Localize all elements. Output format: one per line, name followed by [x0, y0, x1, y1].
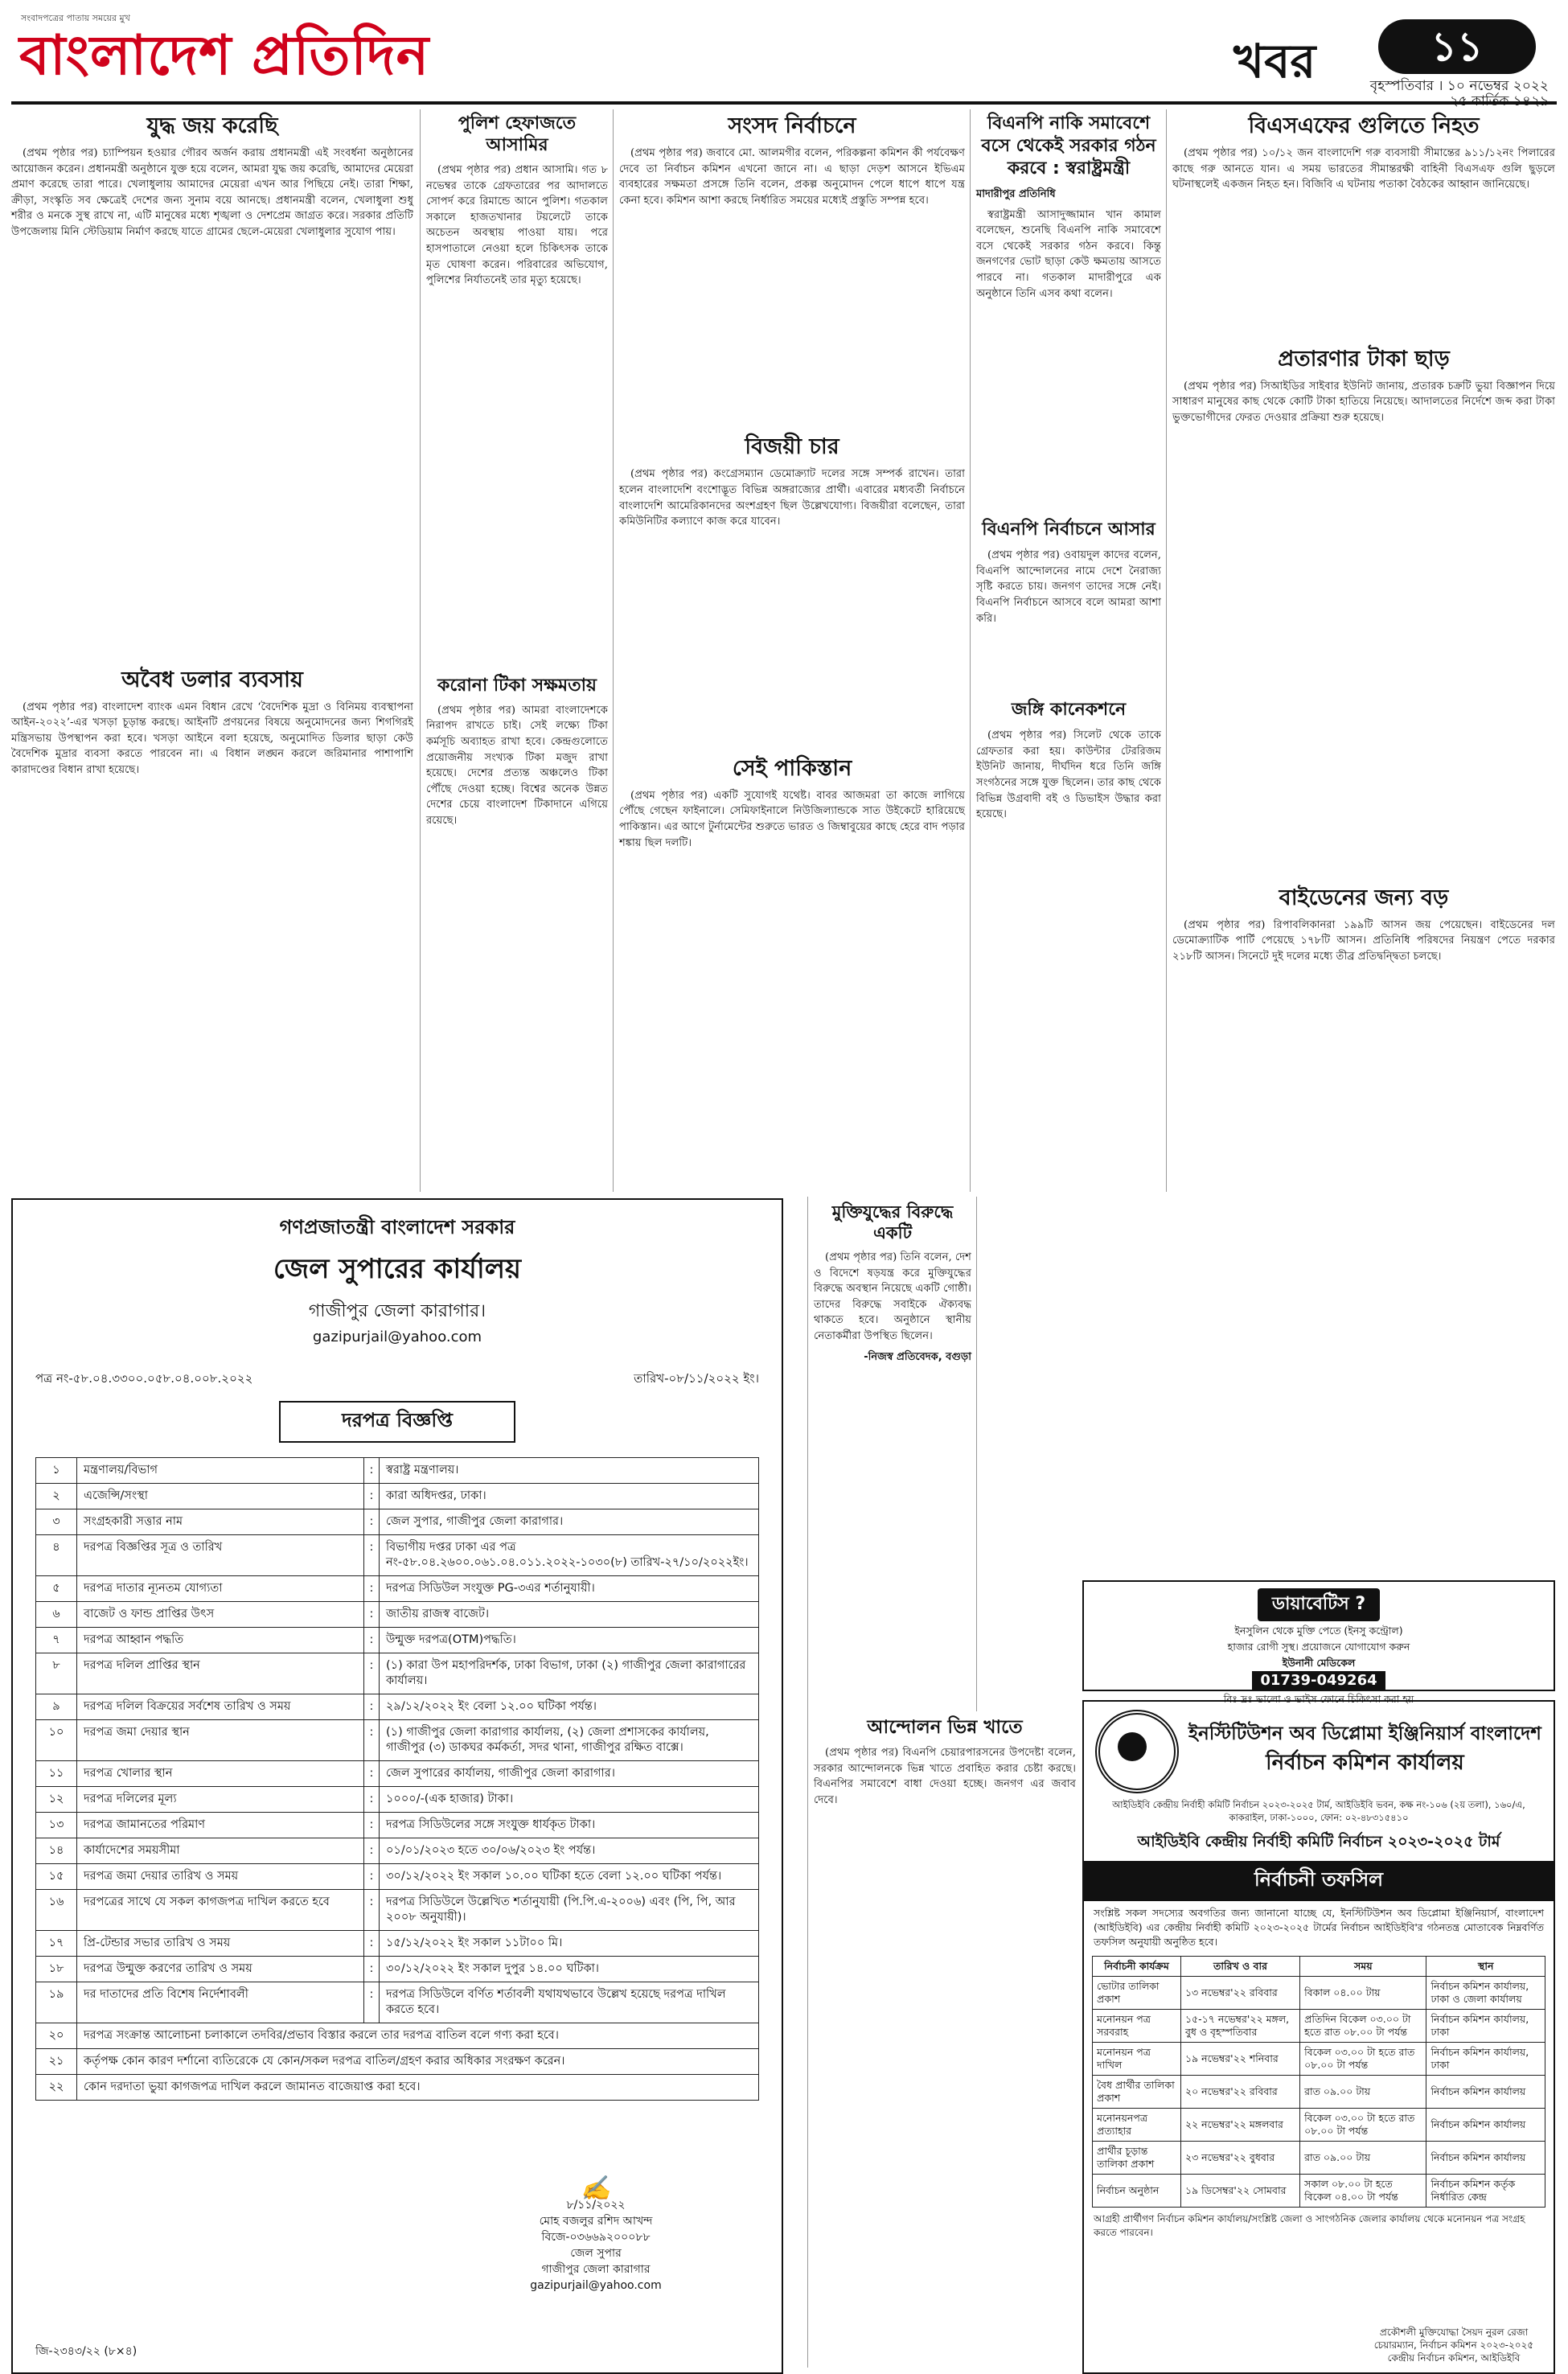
headline-bnp-rally: বিএনপি নাকি সমাবেশে বসে থেকেই সরকার গঠন করবে : স্বরাষ্ট্রমন্ত্রী — [981, 113, 1156, 179]
tender-row-label: দরপত্র দলিল বিক্রয়ের সর্বশেষ তারিখ ও সময় — [77, 1694, 364, 1720]
tender-row-number: ১৩ — [36, 1813, 77, 1838]
tender-row — [36, 1864, 759, 1890]
tender-row-value: ১৫/১২/২০২২ ইং সকাল ১১টা০০ মি। — [380, 1931, 759, 1957]
tender-table — [35, 1457, 759, 2101]
schedule-cell: মনোনয়ন পত্র দাখিল — [1093, 2043, 1181, 2076]
headline-that-pakistan: সেই পাকিস্তান — [732, 755, 852, 781]
schedule-header: স্থান — [1426, 1957, 1545, 1977]
tender-date: তারিখ-০৮/১১/২০২২ ইং। — [634, 1371, 759, 1386]
tender-row-label: দরপত্র জামানতের পরিমাণ — [77, 1813, 364, 1838]
tender-ref-row — [35, 1370, 759, 1390]
tender-row-colon: : — [364, 1864, 380, 1890]
schedule-cell: প্রতিদিন বিকেল ০৩.০০ টা হতে রাত ০৮.০০ টা পর্যন্ত — [1300, 2010, 1426, 2043]
logo-text: বাংলাদেশ প্রতিদিন — [19, 24, 430, 88]
column-4 — [976, 109, 1161, 1192]
tender-row-label: মন্ত্রণালয়/বিভাগ — [77, 1458, 364, 1484]
tender-row-value: (১) গাজীপুর জেলা কারাগার কার্যালয়, (২) জেলা প্রশাসকের কার্যালয়, গাজীপুর (৩) ডাকঘর কর্মকর্তা, সদর থানা, গাজীপুর রক্ষিত বাক্সে। — [380, 1720, 759, 1761]
headline-bnp-election: বিএনপি নির্বাচনে আসার — [982, 520, 1155, 540]
tender-row-value: দরপত্র সিডিউল সংযুক্ত PG-৩এর শর্তানুযায়ী। — [380, 1576, 759, 1602]
tender-row-colon: : — [364, 1628, 380, 1653]
schedule-cell: রাত ০৯.০০ টায় — [1300, 2076, 1426, 2109]
schedule-cell: ২২ নভেম্বর'২২ মঙ্গলবার — [1180, 2109, 1299, 2142]
tender-row-number: ২২ — [36, 2075, 77, 2101]
tender-signer-title: জেল সুপার — [570, 2247, 622, 2260]
logo-tagline: সংবাদপত্রের পাতায় সময়ের মুখ — [21, 13, 130, 23]
tender-title: দরপত্র বিজ্ঞপ্তি — [279, 1401, 515, 1443]
tender-row-label: কার্যাদেশের সময়সীমা — [77, 1838, 364, 1864]
tender-row-number: ৮ — [36, 1653, 77, 1694]
tender-row-value: দরপত্র সিডিউলের সঙ্গে সংযুক্ত ধার্যকৃত টাকা। — [380, 1813, 759, 1838]
headline-bsf-shooting: বিএসএফের গুলিতে নিহত — [1248, 113, 1480, 138]
tender-row — [36, 1957, 759, 1982]
headline-liberation-war: মুক্তিযুদ্ধের বিরুদ্ধে একটি — [831, 1202, 954, 1242]
tender-row-label: দরপত্র দলিল প্রাপ্তির স্থান — [77, 1653, 364, 1694]
institution-footer: আগ্রহী প্রার্থীগণ নির্বাচন কমিশন কার্যালয়/সংশ্লিষ্ট জেলা ও সাংগঠনিক জেলার কার্যালয় থেকে মনোনয়ন পত্র সংগ্রহ করতে পারবেন। — [1094, 2213, 1525, 2238]
diabetes-title: ডায়াবেটিস ? — [1258, 1588, 1380, 1621]
tender-row — [36, 1838, 759, 1864]
tender-row-label: বাজেট ও ফান্ড প্রাপ্তির উৎস — [77, 1602, 364, 1628]
article-body-war-won: (প্রথম পৃষ্ঠার পর) চ্যাম্পিয়ন হওয়ার গৌরব অর্জন করায় প্রধানমন্ত্রী এই সংবর্ধনা অনুষ্ঠানের আয়োজন করেন। প্রধানমন্ত্রী অনুষ্ঠানে যুক্ত হয়ে বলেন, আমরা যুদ্ধ জয় করেছি, আমাদের মেয়েরা প্রমাণ করেছে তারা পারে। খেলাধুলায় আমাদের মেয়েরা এখন আর পিছিয়ে নেই। তারা শিক্ষা, ক্রীড়া, সংস্কৃতি সব ক্ষেত্রেই দেশের জন্য সুনাম বয়ে আনছে। প্রধানমন্ত্রী বলেন, খেলাধুলা শুধু শরীর ও মনকে সুস্থ রাখে না, এটি মানুষের মধ্যে শৃঙ্খলা ও দেশপ্রেম জাগ্রত করে। সরকার প্রতিটি উপজেলায় মিনি স্টেডিয়াম নির্মাণ করছে যাতে গ্রামের ছেলে-মেয়েরা খেলাধুলার সুযোগ পায়। — [11, 147, 413, 238]
tender-row-number: ১৫ — [36, 1864, 77, 1890]
tender-signer-email: gazipurjail@yahoo.com — [530, 2279, 662, 2292]
headline-biden: বাইডেনের জন্য বড় — [1279, 885, 1449, 910]
diabetes-line2: হাজার রোগী সুস্থ। প্রয়োজনে যোগাযোগ করুন — [1227, 1641, 1410, 1653]
tender-row-number: ১১ — [36, 1761, 77, 1787]
institution-seal-icon — [1095, 1710, 1179, 1793]
schedule-cell: নির্বাচন অনুষ্ঠান — [1093, 2175, 1181, 2208]
tender-row-value: ০১/০১/২০২৩ হতে ৩০/০৬/২০২৩ ইং পর্যন্ত। — [380, 1838, 759, 1864]
tender-email: gazipurjail@yahoo.com — [312, 1329, 482, 1345]
article-body-bnp-election: (প্রথম পৃষ্ঠার পর) ওবায়দুল কাদের বলেন, বিএনপি আন্দোলনের নামে দেশে নৈরাজ্য সৃষ্টি করতে চায়। জনগণ তাদের সঙ্গে নেই। বিএনপি নির্বাচনে আসবে বলে আমরা আশা করি। — [976, 549, 1161, 625]
column-1 — [11, 109, 413, 1192]
schedule-header: সময় — [1300, 1957, 1426, 1977]
column-7 — [814, 1713, 1076, 2369]
tender-row — [36, 1694, 759, 1720]
tender-row-colon: : — [364, 1509, 380, 1535]
schedule-row — [1093, 2010, 1545, 2043]
tender-row-value: উন্মুক্ত দরপত্র(OTM)পদ্ধতি। — [380, 1628, 759, 1653]
tender-row-colon: : — [364, 1720, 380, 1761]
page-number: ১১ — [1378, 19, 1536, 74]
article-body-corona-vaccine: (প্রথম পৃষ্ঠার পর) আমরা বাংলাদেশকে নিরাপদ রাখতে চাই। সেই লক্ষ্যে টিকা কর্মসূচি অব্যাহত রাখা হবে। কেন্দ্রগুলোতে প্রয়োজনীয় সংখ্যক টিকা মজুদ রাখা হয়েছে। দেশের প্রত্যন্ত অঞ্চলেও টিকা পৌঁছে দেওয়া হচ্ছে। বিশ্বের অনেক উন্নত দেশের চেয়ে বাংলাদেশ টিকাদানে এগিয়ে রয়েছে। — [426, 704, 608, 827]
section-title: খবর — [1233, 34, 1316, 88]
tender-row-number: ৭ — [36, 1628, 77, 1653]
tender-advertisement — [11, 1198, 783, 2374]
schedule-cell: মনোনয়ন পত্র সরবরাহ — [1093, 2010, 1181, 2043]
tender-row-colon: : — [364, 1694, 380, 1720]
tender-row — [36, 1484, 759, 1509]
tender-row-colon: : — [364, 1602, 380, 1628]
tender-row-number: ৫ — [36, 1576, 77, 1602]
headline-four-winners: বিজয়ী চার — [745, 434, 839, 460]
tender-row-value: জেল সুপারের কার্যালয়, গাজীপুর জেলা কারাগার। — [380, 1761, 759, 1787]
tender-row-number: ৩ — [36, 1509, 77, 1535]
tender-row-label: দরপত্র জমা দেয়ার তারিখ ও সময় — [77, 1864, 364, 1890]
schedule-header: নির্বাচনী কার্যক্রম — [1093, 1957, 1181, 1977]
tender-row-colon: : — [364, 1653, 380, 1694]
tender-row — [36, 1761, 759, 1787]
tender-row-label: সংগ্রহকারী সত্তার নাম — [77, 1509, 364, 1535]
institution-sign-title: চেয়ারম্যান, নির্বাচন কমিশন ২০২৩-২০২৫ — [1373, 2339, 1534, 2351]
schedule-cell: রাত ০৯.০০ টায় — [1300, 2142, 1426, 2175]
tender-row — [36, 1576, 759, 1602]
tender-row — [36, 1890, 759, 1931]
tender-row-colon: : — [364, 1484, 380, 1509]
tender-row — [36, 1628, 759, 1653]
dateline — [1370, 79, 1549, 109]
tender-office: জেল সুপারের কার্যালয় — [273, 1253, 522, 1285]
institution-sign-name: প্রকৌশলী মুক্তিযোদ্ধা সৈয়দ নুরল রেজা — [1379, 2327, 1529, 2338]
schedule-row — [1093, 2076, 1545, 2109]
signature-icon: ✍ — [581, 2175, 611, 2203]
tender-row-number: ১৯ — [36, 1982, 77, 2023]
column-5 — [1172, 109, 1555, 1573]
tender-row-label: দর দাতাদের প্রতি বিশেষ নির্দেশাবলী — [77, 1982, 364, 2023]
tender-row — [36, 1813, 759, 1838]
article-body-bnp-rally: স্বরাষ্ট্রমন্ত্রী আসাদুজ্জামান খান কামাল বলেছেন, শুনেছি বিএনপি নাকি সমাবেশে বসে থেকেই সরকার গঠন করবে। কিন্তু জনগণের ভোট ছাড়া কেউ ক্ষমতায় আসতে পারবে না। গতকাল মাদারীপুরে এক অনুষ্ঠানে তিনি এসব কথা বলেন। — [976, 208, 1161, 300]
schedule-cell: সকাল ০৮.০০ টা হতে বিকেল ০৪.০০ টা পর্যন্ত — [1300, 2175, 1426, 2208]
schedule-cell: ২০ নভেম্বর'২২ রবিবার — [1180, 2076, 1299, 2109]
tender-row-label: দরপত্র উন্মুক্ত করণের তারিখ ও সময় — [77, 1957, 364, 1982]
newspaper-logo — [19, 13, 429, 105]
tender-row-value: জেল সুপার, গাজীপুর জেলা কারাগার। — [380, 1509, 759, 1535]
tender-row — [36, 2075, 759, 2101]
tender-row-value: স্বরাষ্ট্র মন্ত্রণালয়। — [380, 1458, 759, 1484]
tender-row-colon: : — [364, 1982, 380, 2023]
tender-code: জি-২৩৪৩/২২ (৮×৪) — [35, 2345, 138, 2358]
tender-row-number: ২ — [36, 1484, 77, 1509]
schedule-cell: নির্বাচন কমিশন কার্যালয়, ঢাকা — [1426, 2010, 1545, 2043]
schedule-row — [1093, 1977, 1545, 2010]
institution-intro: সংশ্লিষ্ট সকল সদস্যের অবগতির জন্য জানানো যাচ্ছে যে, ইনস্টিটিউশন অব ডিপ্লোমা ইঞ্জিনিয়ার্স, বাংলাদেশ (আইডিইবি) এর কেন্দ্রীয় নির্বাহী কমিটি ২০২৩-২০২৫ টার্মের নির্বাচন আইডিইবি'র গঠনতন্ত্র মোতাবেক নিম্নবর্ণিত তফসিল অনুযায়ী অনুষ্ঠিত হবে। — [1094, 1907, 1544, 1948]
schedule-cell: নির্বাচন কমিশন কার্যালয়, ঢাকা ও জেলা কার্যালয় — [1426, 1977, 1545, 2010]
tender-row-value: ৩০/১২/২০২২ ইং সকাল ১০.০০ ঘটিকা হতে বেলা ১২.০০ ঘটিকা পর্যন্ত। — [380, 1864, 759, 1890]
tender-row-value: দরপত্র সিডিউলে বর্ণিত শর্তাবলী যথাযথভাবে উল্লেখ হয়েছে দরপত্র দাখিল করতে হবে। — [380, 1982, 759, 2023]
tender-row-number: ১২ — [36, 1787, 77, 1813]
tender-row-number: ১ — [36, 1458, 77, 1484]
diabetes-advertisement — [1082, 1580, 1555, 1705]
tender-row-label: দরপত্র খোলার স্থান — [77, 1761, 364, 1787]
tender-row-number: ১৮ — [36, 1957, 77, 1982]
tender-row — [36, 1982, 759, 2023]
schedule-cell: ১৩ নভেম্বর'২২ রবিবার — [1180, 1977, 1299, 2010]
byline-bogura: -নিজস্ব প্রতিবেদক, বগুড়া — [864, 1350, 971, 1363]
tender-row-number: ১৬ — [36, 1890, 77, 1931]
headline-custody-death: পুলিশ হেফাজতে আসামির — [458, 113, 577, 155]
schedule-cell: নির্বাচন কমিশন কার্যালয়, ঢাকা — [1426, 2043, 1545, 2076]
tender-row-label: দরপত্র দলিলের মূল্য — [77, 1787, 364, 1813]
article-body-custody-death: (প্রথম পৃষ্ঠার পর) প্রধান আসামি। গত ৮ নভেম্বর তাকে গ্রেফতারের পর আদালতে সোপর্দ করে রিমান্ডে আনে পুলিশ। গতকাল সকালে হাজতখানার টয়লেটে তাকে অচেতন অবস্থায় পাওয়া যায়। পরে হাসপাতালে নেওয়া হলে চিকিৎসক তাকে মৃত ঘোষণা করেন। পরিবারের অভিযোগ, পুলিশের নির্যাতনেই তার মৃত্যু হয়েছে। — [426, 164, 608, 287]
column-6 — [814, 1198, 971, 1697]
tender-row-value: জাতীয় রাজস্ব বাজেট। — [380, 1602, 759, 1628]
tender-row — [36, 1653, 759, 1694]
tender-row-label: দরপত্র জমা দেয়ার স্থান — [77, 1720, 364, 1761]
tender-ref: পত্র নং-৫৮.০৪.৩৩০০.০৫৮.০৪.০০৮.২০২২ — [35, 1371, 253, 1386]
tender-signature-block — [463, 2175, 729, 2294]
tender-row-value: ১০০০/-(এক হাজার) টাকা। — [380, 1787, 759, 1813]
article-body-militant-connection: (প্রথম পৃষ্ঠার পর) সিলেট থেকে তাকে গ্রেফতার করা হয়। কাউন্টার টেররিজম ইউনিট জানায়, দীর্ঘদিন ধরে তিনি জঙ্গি সংগঠনের সঙ্গে যুক্ত ছিলেন। তার কাছ থেকে বিভিন্ন উগ্রবাদী বই ও ডিভাইস উদ্ধার করা হয়েছে। — [976, 729, 1161, 821]
tender-row-number: ১৭ — [36, 1931, 77, 1957]
article-body-parliament-election: (প্রথম পৃষ্ঠার পর) জবাবে মো. আলমগীর বলেন, পরিকল্পনা কমিশন কী পর্যবেক্ষণ দেবে তা নির্বাচন কমিশন এখনো জানে না। এ ছাড়া দেড়শ আসনে ইভিএম ব্যবহারের সক্ষমতা প্রসঙ্গে তিনি বলেন, প্রকল্প অনুমোদন পেলে ধাপে ধাপে যন্ত্র কেনা হবে। কমিশন আশা করছে নির্ধারিত সময়ের মধ্যেই প্রস্তুতি সম্পন্ন হবে। — [619, 147, 965, 207]
tender-sign-date: ৮/১১/২০২২ — [566, 2199, 626, 2212]
tender-row-number: ৯ — [36, 1694, 77, 1720]
article-body-liberation-war: (প্রথম পৃষ্ঠার পর) তিনি বলেন, দেশ ও বিদেশে ষড়যন্ত্র করে মুক্তিযুদ্ধের বিরুদ্ধে অবস্থান নিয়েছে একটি গোষ্ঠী। তাদের বিরুদ্ধে সবাইকে ঐক্যবদ্ধ থাকতে হবে। অনুষ্ঠানে স্থানীয় নেতাকর্মীরা উপস্থিত ছিলেন। — [814, 1251, 971, 1342]
schedule-row — [1093, 2109, 1545, 2142]
tender-row — [36, 1535, 759, 1576]
tender-row-number: ২০ — [36, 2023, 77, 2049]
headline-fraud-money: প্রতারণার টাকা ছাড় — [1278, 346, 1450, 372]
article-body-bsf-shooting: (প্রথম পৃষ্ঠার পর) ১০/১২ জন বাংলাদেশি গরু ব্যবসায়ী সীমান্তের ৯১১/১২নং পিলারের কাছে গরু আনতে যান। এ সময় ভারতের সীমান্তরক্ষী বাহিনী বিএসএফ গুলি ছুড়লে ঘটনাস্থলেই একজন নিহত হন। বিজিবি এ ঘটনায় পতাকা বৈঠকের আহ্বান জানিয়েছে। — [1172, 147, 1555, 191]
tender-row-value: দরপত্র সিডিউলে উল্লেখিত শর্তানুযায়ী (পি.পি.এ-২০০৬) এবং (পি, পি, আর ২০০৮ অনুযায়ী)। — [380, 1890, 759, 1931]
schedule-cell: নির্বাচন কমিশন কার্যালয় — [1426, 2142, 1545, 2175]
tender-row-label: কোন দরদাতা ভুয়া কাগজপত্র দাখিল করলে জামানত বাজেয়াপ্ত করা হবে। — [77, 2075, 759, 2101]
tender-row-colon: : — [364, 1787, 380, 1813]
masthead — [11, 8, 1557, 109]
tender-row-value: কারা অধিদপ্তর, ঢাকা। — [380, 1484, 759, 1509]
tender-row — [36, 1931, 759, 1957]
schedule-cell: ১৯ নভেম্বর'২২ শনিবার — [1180, 2043, 1299, 2076]
schedule-cell: বিকেল ০৩.০০ টা হতে রাত ০৮.০০ টা পর্যন্ত — [1300, 2043, 1426, 2076]
tender-row — [36, 2049, 759, 2075]
tender-row — [36, 2023, 759, 2049]
tender-row-value: ২৯/১২/২০২২ ইং বেলা ১২.০০ ঘটিকা পর্যন্ত। — [380, 1694, 759, 1720]
schedule-row — [1093, 2175, 1545, 2208]
diabetes-brand: ইউনানী মেডিকেল — [1282, 1657, 1356, 1669]
institution-schedule-title: নির্বাচনী তফসিল — [1084, 1861, 1554, 1901]
tender-row — [36, 1458, 759, 1484]
article-body-movement-divert: (প্রথম পৃষ্ঠার পর) বিএনপি চেয়ারপারসনের উপদেষ্টা বলেন, সরকার আন্দোলনকে ভিন্ন খাতে প্রবাহিত করার চেষ্টা করছে। বিএনপির সমাবেশে বাধা দেওয়া হচ্ছে। জনগণ এর জবাব দেবে। — [814, 1747, 1076, 1806]
headline-war-won: যুদ্ধ জয় করেছি — [146, 113, 278, 138]
tender-row-colon: : — [364, 1890, 380, 1931]
institution-name: ইনস্টিটিউশন অব ডিপ্লোমা ইঞ্জিনিয়ার্স বাংলাদেশ — [1188, 1723, 1541, 1744]
headline-movement-divert: আন্দোলন ভিন্ন খাতে — [867, 1717, 1023, 1738]
institution-sign-org: কেন্দ্রীয় নির্বাচন কমিশন, আইডিইবি — [1387, 2352, 1521, 2364]
tender-row-number: ১৪ — [36, 1838, 77, 1864]
schedule-cell: নির্বাচন কমিশন কার্যালয় — [1426, 2109, 1545, 2142]
tender-row-value: ৩০/১২/২০২২ ইং সকাল দুপুর ১৪.০০ ঘটিকা। — [380, 1957, 759, 1982]
tender-signer-office: গাজীপুর জেলা কারাগার — [541, 2263, 651, 2276]
tender-row-value: (১) কারা উপ মহাপরিদর্শক, ঢাকা বিভাগ, ঢাকা (২) গাজীপুর জেলা কারাগারের কার্যালয়। — [380, 1653, 759, 1694]
headline-illegal-dollar: অবৈধ ডলার ব্যবসায় — [121, 667, 303, 692]
institution-advertisement — [1082, 1700, 1555, 2374]
article-body-fraud-money: (প্রথম পৃষ্ঠার পর) সিআইডির সাইবার ইউনিট জানায়, প্রতারক চক্রটি ভুয়া বিজ্ঞাপন দিয়ে সাধারণ মানুষের কাছ থেকে কোটি টাকা হাতিয়ে নিয়েছে। আদালতের নির্দেশে জব্দ করা টাকা ভুক্তভোগীদের ফেরত দেওয়ার প্রক্রিয়া শুরু হয়েছে। — [1172, 380, 1555, 424]
tender-row-colon: : — [364, 1931, 380, 1957]
tender-jail: গাজীপুর জেলা কারাগার। — [308, 1301, 486, 1321]
tender-row-label: দরপত্র দাতার ন্যূনতম যোগ্যতা — [77, 1576, 364, 1602]
schedule-cell: নির্বাচন কমিশন কর্তৃক নির্ধারিত কেন্দ্র — [1426, 2175, 1545, 2208]
tender-row — [36, 1602, 759, 1628]
schedule-cell: ১৫-১৭ নভেম্বর'২২ মঙ্গল, বুধ ও বৃহস্পতিবার — [1180, 2010, 1299, 2043]
tender-row-label: প্রি-টেন্ডার সভার তারিখ ও সময় — [77, 1931, 364, 1957]
tender-signer: মোহ বজলুর রশিদ আখন্দ — [539, 2215, 653, 2228]
tender-gov: গণপ্রজাতন্ত্রী বাংলাদেশ সরকার — [279, 1216, 515, 1238]
diabetes-line1: ইনসুলিন থেকে মুক্তি পেতে (ইনসু কন্ট্রোল) — [1234, 1624, 1403, 1637]
headline-corona-vaccine: করোনা টিকা সক্ষমতায় — [437, 675, 597, 696]
column-2 — [426, 109, 608, 1192]
date-gregorian: বৃহস্পতিবার । ১০ নভেম্বর ২০২২ — [1369, 78, 1549, 94]
tender-row-label: কর্তৃপক্ষ কোন কারণ দর্শানো ব্যতিরেকে যে কোন/সকল দরপত্র বাতিল/গ্রহণ করার অধিকার সংরক্ষণ করেন। — [77, 2049, 759, 2075]
schedule-cell: বিকাল ০৪.০০ টায় — [1300, 1977, 1426, 2010]
schedule-cell: মনোনয়নপত্র প্রত্যাহার — [1093, 2109, 1181, 2142]
schedule-header: তারিখ ও বার — [1180, 1957, 1299, 1977]
tender-row-label: দরপত্র বিজ্ঞপ্তির সূত্র ও তারিখ — [77, 1535, 364, 1576]
byline-madaripur: মাদারীপুর প্রতিনিধি — [976, 188, 1056, 200]
article-body-illegal-dollar: (প্রথম পৃষ্ঠার পর) বাংলাদেশ ব্যাংক এমন বিধান রেখে ‘বৈদেশিক মুদ্রা ও বিনিময় ব্যবস্থাপনা আইন-২০২২’-এর খসড়া চূড়ান্ত করছে। আইনটি প্রণয়নের বিষয়ে অনুমোদনের জন্য শিগগিরই মন্ত্রিসভায় উপস্থাপন করা হবে। খসড়া আইনে বলা হয়েছে, অনুমোদিত ডিলার ছাড়া কেউ বৈদেশিক মুদ্রার ব্যবসা করতে পারবেন না। এ বিধান লঙ্ঘন করলে জরিমানার পাশাপাশি কারাদণ্ডের বিধান রাখা হয়েছে। — [11, 700, 413, 776]
tender-row-number: ৪ — [36, 1535, 77, 1576]
tender-signer-id: বিজে-০৩৬৬৯২০০০৮৮ — [541, 2231, 651, 2244]
schedule-row — [1093, 2142, 1545, 2175]
date-bengali: ২৫ কার্তিক ১৪২৯ — [1449, 93, 1549, 109]
institution-signature — [1365, 2326, 1542, 2364]
tender-row-colon: : — [364, 1458, 380, 1484]
tender-row-colon: : — [364, 1838, 380, 1864]
schedule-cell: ২৩ নভেম্বর'২২ বুধবার — [1180, 2142, 1299, 2175]
article-body-four-winners: (প্রথম পৃষ্ঠার পর) কংগ্রেসম্যান ডেমোক্র্যাট দলের সঙ্গে সম্পর্ক রাখেন। তারা হলেন বাংলাদেশি বংশোদ্ভূত বিভিন্ন অঙ্গরাজ্যের প্রার্থী। এবারের মধ্যবর্তী নির্বাচনে বাংলাদেশি আমেরিকানদের অংশগ্রহণ ছিল উল্লেখযোগ্য। বিজয়ীরা বলেছেন, তারা কমিউনিটির কল্যাণে কাজ করে যাবেন। — [619, 468, 965, 528]
tender-row-colon: : — [364, 1535, 380, 1576]
tender-row-number: ২১ — [36, 2049, 77, 2075]
schedule-cell: প্রার্থীর চূড়ান্ত তালিকা প্রকাশ — [1093, 2142, 1181, 2175]
institution-term: আইডিইবি কেন্দ্রীয় নির্বাহী কমিটি নির্বাচন ২০২৩-২০২৫ টার্ম — [1137, 1833, 1500, 1850]
tender-row-colon: : — [364, 1576, 380, 1602]
tender-row-label: দরপত্র আহ্বান পদ্ধতি — [77, 1628, 364, 1653]
schedule-cell: ভোটার তালিকা প্রকাশ — [1093, 1977, 1181, 2010]
schedule-row — [1093, 2043, 1545, 2076]
schedule-cell: বিকেল ০৩.০০ টা হতে রাত ০৮.০০ টা পর্যন্ত — [1300, 2109, 1426, 2142]
headline-parliament-election: সংসদ নির্বাচনে — [728, 113, 856, 138]
tender-row-label: এজেন্সি/সংস্থা — [77, 1484, 364, 1509]
headline-militant-connection: জঙ্গি কানেকশনে — [1011, 700, 1127, 721]
tender-row — [36, 1720, 759, 1761]
column-3 — [619, 109, 965, 1192]
institution-commission: নির্বাচন কমিশন কার্যালয় — [1266, 1751, 1464, 1775]
tender-row — [36, 1787, 759, 1813]
institution-header — [1084, 1702, 1554, 1798]
tender-row-colon: : — [364, 1813, 380, 1838]
diabetes-phone: 01739-049264 — [1252, 1671, 1385, 1690]
schedule-cell: নির্বাচন কমিশন কার্যালয় — [1426, 2076, 1545, 2109]
tender-row-number: ৬ — [36, 1602, 77, 1628]
diabetes-line3: বিঃ দ্রঃ ভালো ও ভাইস ফোনে চিকিৎসা করা হয় — [1223, 1693, 1414, 1705]
tender-row-label: দরপত্রের সাথে যে সকল কাগজপত্র দাখিল করতে হবে — [77, 1890, 364, 1931]
tender-row-colon: : — [364, 1761, 380, 1787]
schedule-cell: বৈধ প্রার্থীর তালিকা প্রকাশ — [1093, 2076, 1181, 2109]
tender-row-value: বিভাগীয় দপ্তর ঢাকা এর পত্র নং-৫৮.০৪.২৬০০.০৬১.০৪.০১১.২০২২-১০৩০(৮) তারিখ-২৭/১০/২০২২ইং। — [380, 1535, 759, 1576]
tender-row-label: দরপত্র সংক্রান্ত আলোচনা চলাকালে তদবির/প্রভাব বিস্তার করলে তার দরপত্র বাতিল বলে গণ্য করা হবে। — [77, 2023, 759, 2049]
article-body-that-pakistan: (প্রথম পৃষ্ঠার পর) একটি সুযোগই যথেষ্ট। বাবর আজমরা তা কাজে লাগিয়ে পৌঁছে গেছেন ফাইনালে। সেমিফাইনালে নিউজিল্যান্ডকে সাত উইকেটে হারিয়েছে পাকিস্তান। এর আগে টুর্নামেন্টের শুরুতে ভারত ও জিম্বাবুয়ের কাছে হেরে বাদ পড়ার শঙ্কায় ছিল দলটি। — [619, 789, 965, 849]
institution-address: আইডিইবি কেন্দ্রীয় নির্বাহী কমিটি নির্বাচন ২০২৩-২০২৫ টার্ম, আইডিইবি ভবন, কক্ষ নং-১০৬ (২য় তলা), ১৬০/এ, কাকরাইল, ঢাকা-১০০০, ফোন: ০২-৪৮৩১৫৪১০ — [1112, 1799, 1525, 1823]
tender-row-number: ১০ — [36, 1720, 77, 1761]
tender-row-colon: : — [364, 1957, 380, 1982]
article-body-biden: (প্রথম পৃষ্ঠার পর) রিপাবলিকানরা ১৯৯টি আসন জয় পেয়েছেন। বাইডেনের দল ডেমোক্র্যাটিক পার্টি পেয়েছে ১৭৮টি আসন। প্রতিনিধি পরিষদের নিয়ন্ত্রণ পেতে দরকার ২১৮টি আসন। সিনেটে দুই দলের মধ্যে তীব্র প্রতিদ্বন্দ্বিতা চলছে। — [1172, 918, 1555, 963]
tender-row — [36, 1509, 759, 1535]
schedule-cell: ১৯ ডিসেম্বর'২২ সোমবার — [1180, 2175, 1299, 2208]
schedule-table — [1092, 1956, 1545, 2208]
